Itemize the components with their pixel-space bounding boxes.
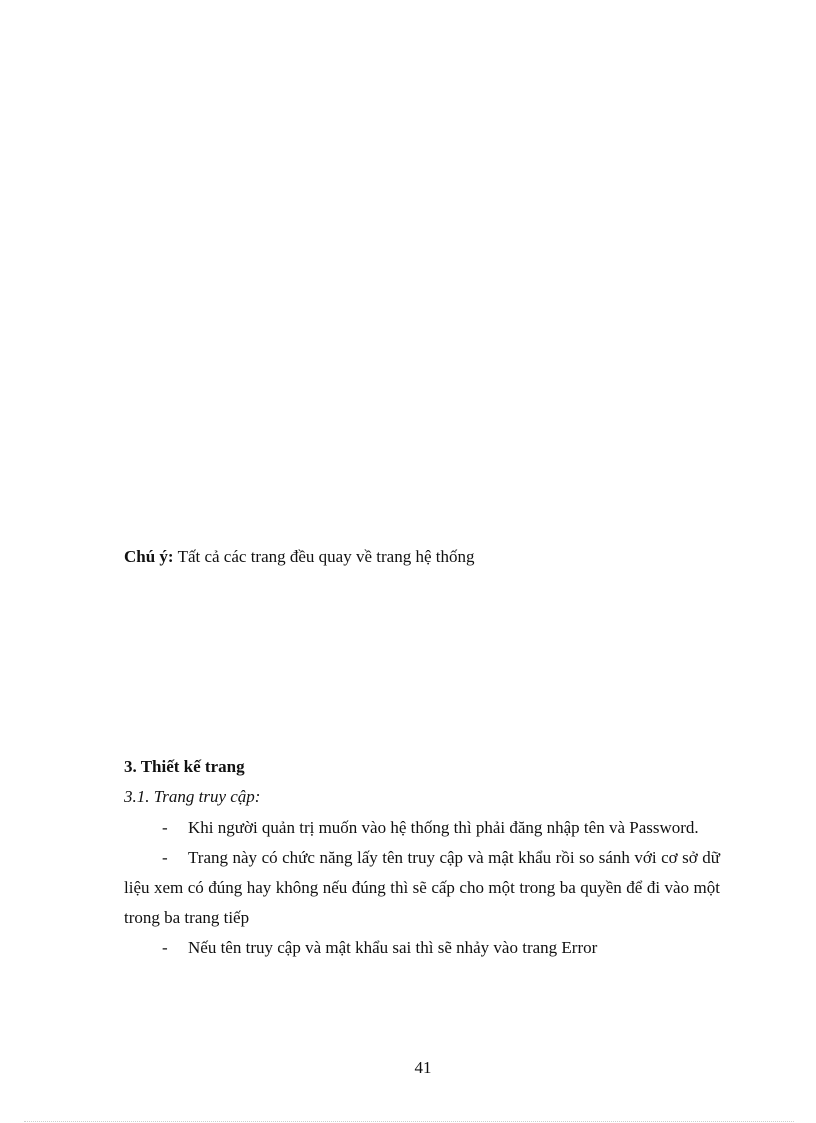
bullet-text: Nếu tên truy cập và mật khẩu sai thì sẽ nhảy vào trang Error — [188, 938, 598, 957]
subsection-title: 3.1. Trang truy cập: — [124, 787, 261, 806]
bullet-text: Khi người quản trị muốn vào hệ thống thì phải đăng nhập tên và Password. — [188, 818, 699, 837]
bullet-list — [124, 813, 720, 963]
bullet-text: Trang này có chức năng lấy tên truy cập và mật khẩu rồi so sánh với cơ sở dữ liệu xem có đúng hay không nếu đúng thì sẽ cấp cho một trong ba quyền để đi vào một trong ba trang tiếp — [124, 848, 720, 927]
list-item — [124, 933, 720, 963]
page-number: 41 — [414, 1058, 432, 1077]
list-item — [124, 813, 720, 843]
bullet-marker: - — [162, 848, 168, 867]
footer-divider — [24, 1121, 794, 1122]
note-label: Chú ý: — [124, 547, 174, 566]
note-text: Tất cả các trang đều quay về trang hệ thống — [177, 547, 475, 566]
bullet-marker: - — [162, 938, 168, 957]
note-paragraph — [124, 545, 724, 569]
section-page-design — [124, 755, 720, 963]
bullet-marker: - — [162, 818, 168, 837]
list-item — [124, 843, 720, 933]
section-title: 3. Thiết kế trang — [124, 757, 245, 776]
